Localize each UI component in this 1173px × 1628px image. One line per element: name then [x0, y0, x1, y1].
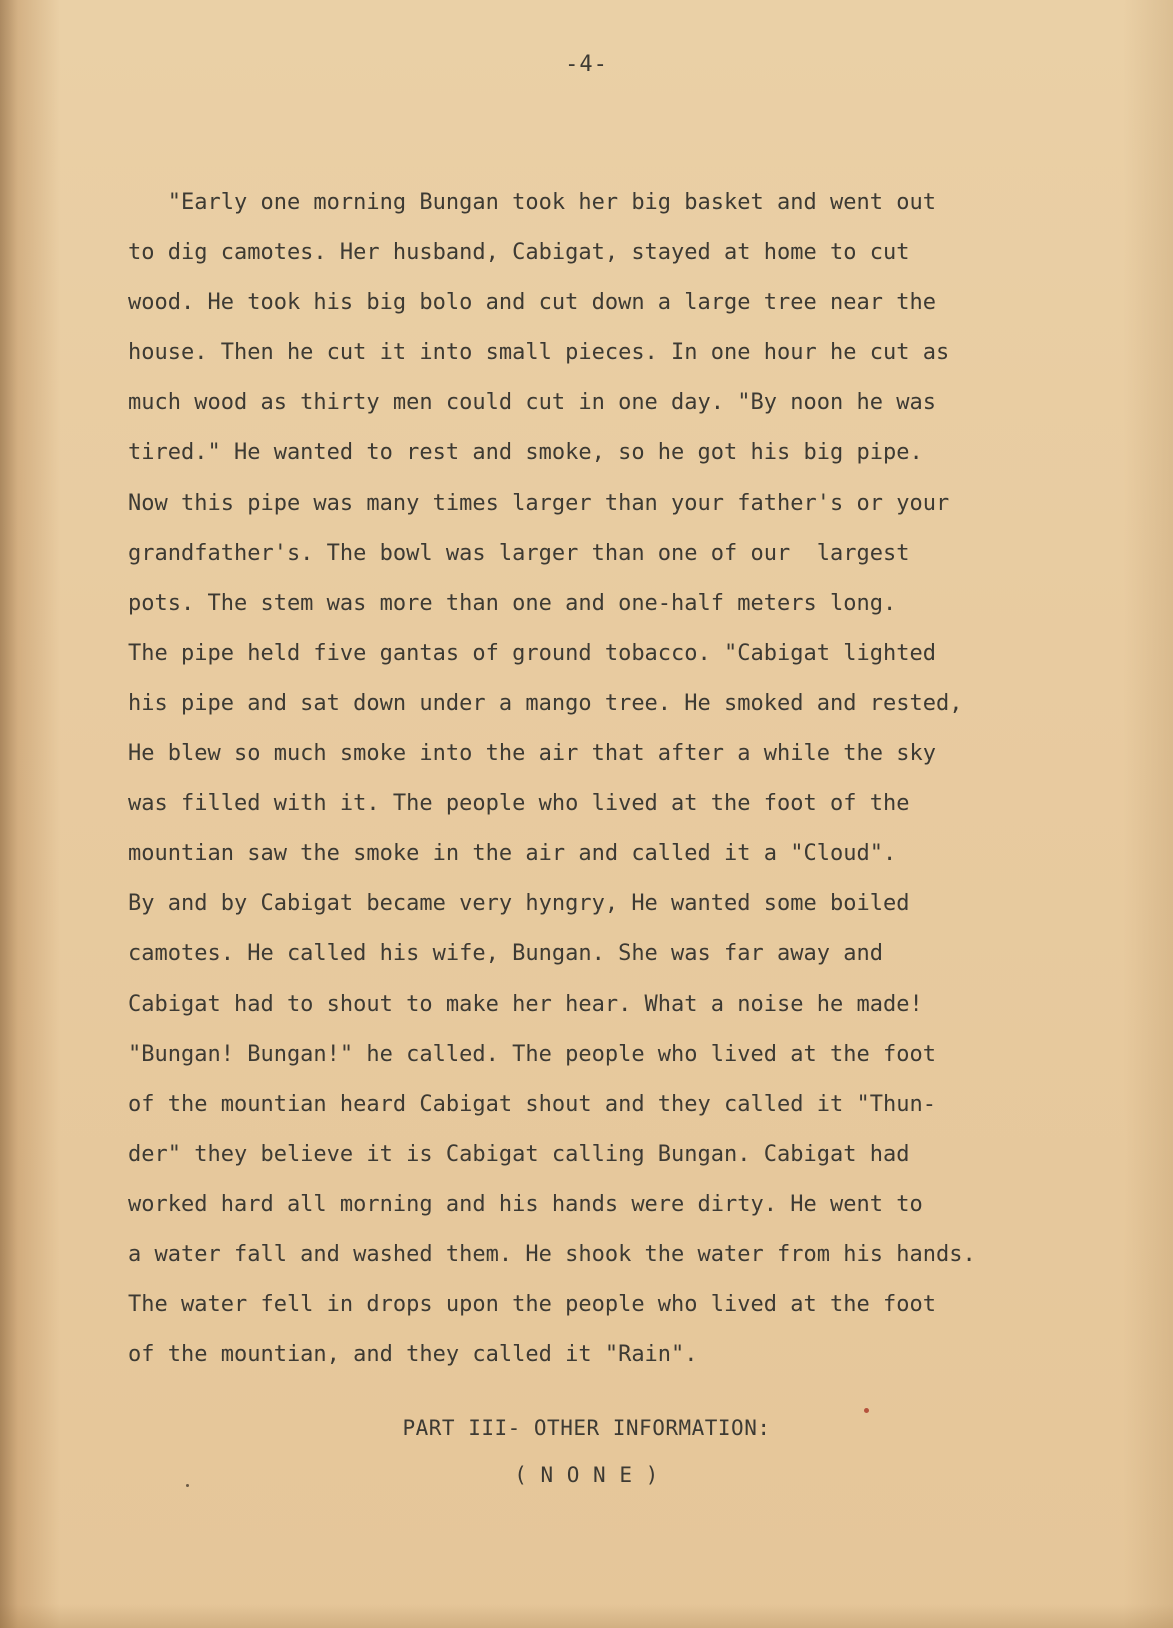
text-line: der" they believe it is Cabigat calling Bungan. Cabigat had: [128, 1141, 910, 1167]
story-text: [128, 178, 1088, 1380]
ink-speck: [864, 1408, 869, 1413]
text-line: By and by Cabigat became very hyngry, He wanted some boiled: [128, 891, 910, 917]
text-line: The pipe held five gantas of ground tobacco. "Cabigat lighted: [128, 640, 936, 666]
page-bottom-shadow: [0, 1604, 1173, 1628]
text-line: pots. The stem was more than one and one-half meters long.: [128, 590, 897, 616]
text-line: to dig camotes. Her husband, Cabigat, stayed at home to cut: [128, 240, 910, 266]
page-number: -4-: [565, 52, 608, 77]
text-line: "Early one morning Bungan took her big basket and went out: [128, 190, 936, 215]
text-line: mountian saw the smoke in the air and called it a "Cloud".: [128, 841, 897, 867]
text-line: He blew so much smoke into the air that after a while the sky: [128, 741, 936, 767]
text-line: grandfather's. The bowl was larger than one of our largest: [128, 540, 910, 566]
text-line: house. Then he cut it into small pieces. In one hour he cut as: [128, 340, 950, 366]
text-line: of the mountian, and they called it "Rain".: [128, 1342, 698, 1368]
text-line: of the mountian heard Cabigat shout and they called it "Thun-: [128, 1091, 936, 1117]
text-line: his pipe and sat down under a mango tree. He smoked and rested,: [128, 690, 963, 716]
text-line: Now this pipe was many times larger than your father's or your: [128, 490, 950, 516]
text-line: camotes. He called his wife, Bungan. She was far away and: [128, 941, 883, 967]
text-line: a water fall and washed them. He shook the water from his hands.: [128, 1241, 976, 1267]
text-line: "Bungan! Bungan!" he called. The people who lived at the foot: [128, 1041, 936, 1067]
ink-speck: [186, 1484, 189, 1487]
part3-heading: PART III- OTHER INFORMATION:: [402, 1416, 771, 1440]
text-line: The water fell in drops upon the people who lived at the foot: [128, 1292, 936, 1318]
text-line: was filled with it. The people who lived at the foot of the: [128, 791, 910, 817]
text-line: wood. He took his big bolo and cut down a large tree near the: [128, 290, 936, 316]
part3-value: ( N O N E ): [514, 1463, 659, 1487]
page-edge-shadow: [1123, 0, 1173, 1628]
text-line: much wood as thirty men could cut in one day. "By noon he was: [128, 390, 936, 416]
text-line: Cabigat had to shout to make her hear. What a noise he made!: [128, 991, 923, 1017]
text-line: worked hard all morning and his hands were dirty. He went to: [128, 1191, 923, 1217]
text-line: tired." He wanted to rest and smoke, so he got his big pipe.: [128, 440, 923, 466]
